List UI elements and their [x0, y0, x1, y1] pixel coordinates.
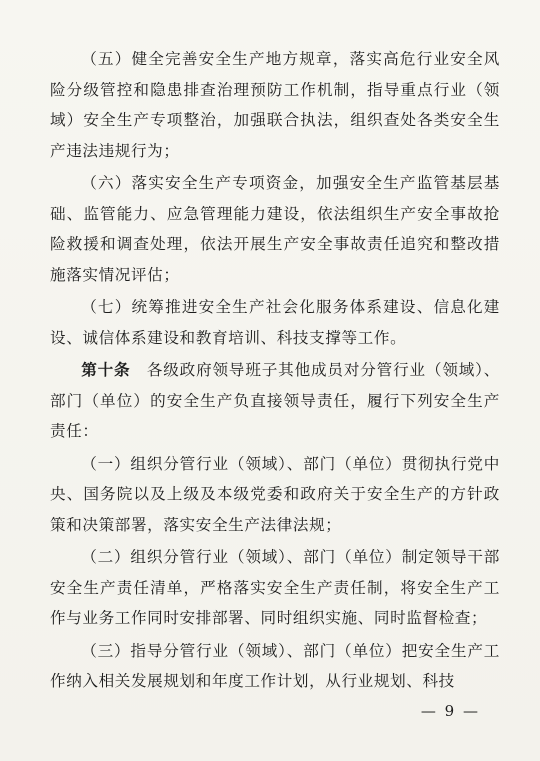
paragraph [50, 449, 500, 541]
paragraph-text: 各级政府领导班子其他成员对分管行业（领域）、部门（单位）的安全生产负直接领导责任，履行下列安全生产责任： [50, 361, 500, 440]
paragraph-text: （三）指导分管行业（领域）、部门（单位）把安全生产工作纳入相关发展规划和年度工作计划，从行业规划、科技 [50, 641, 500, 690]
paragraph [50, 636, 500, 697]
paragraph [50, 168, 500, 290]
paragraph-text: （六）落实安全生产专项资金，加强安全生产监管基层基础、监管能力、应急管理能力建设，依法组织生产安全事故抢险救援和调查处理，依法开展生产安全事故责任追究和整改措施落实情况评估； [50, 174, 500, 284]
paragraph [50, 355, 500, 447]
document-body [50, 44, 500, 699]
paragraph-text: （五）健全完善安全生产地方规章，落实高危行业安全风险分级管控和隐患排查治理预防工作机制，指导重点行业（领域）安全生产专项整治，加强联合执法，组织查处各类安全生产违法违规行为； [50, 50, 500, 160]
paragraph-text: （一）组织分管行业（领域）、部门（单位）贯彻执行党中央、国务院以及上级及本级党委和政府关于安全生产的方针政策和决策部署，落实安全生产法律法规； [50, 454, 500, 534]
paragraph-text: （二）组织分管行业（领域）、部门（单位）制定领导干部安全生产责任清单，严格落实安全生产责任制，将安全生产工作与业务工作同时安排部署、同时组织实施、同时监督检查； [50, 548, 500, 627]
article-heading: 第十条 [81, 360, 131, 379]
paragraph [50, 292, 500, 353]
paragraph [50, 44, 500, 166]
page-number: — 9 — [420, 702, 480, 720]
paragraph [50, 542, 500, 634]
paragraph-text: （七）统筹推进安全生产社会化服务体系建设、信息化建设、诚信体系建设和教育培训、科技支撑等工作。 [50, 298, 500, 347]
